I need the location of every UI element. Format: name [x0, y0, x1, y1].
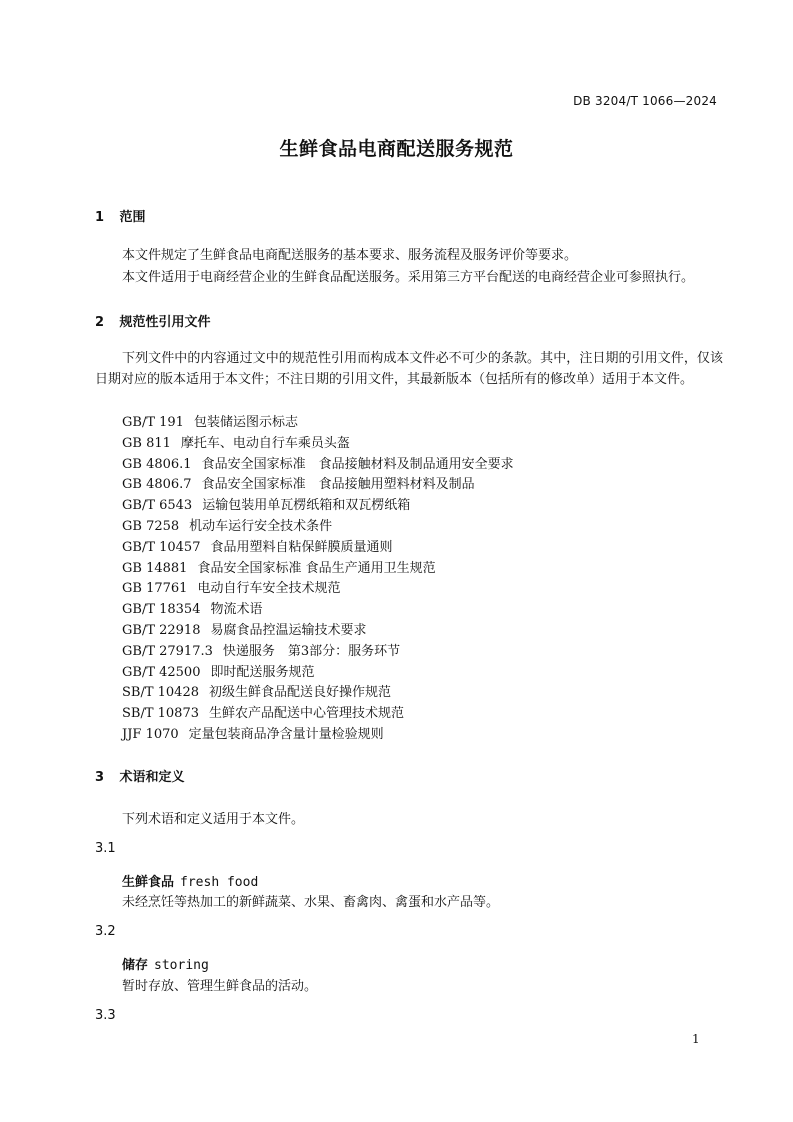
reference-item [122, 683, 514, 704]
reference-item [122, 496, 514, 517]
reference-code: GB 4806.7 [122, 477, 192, 493]
terms-intro: 下列术语和定义适用于本文件。 [122, 812, 305, 827]
reference-title: 食品安全国家标准 食品生产通用卫生规范 [197, 560, 436, 576]
reference-item [122, 725, 514, 746]
reference-item [122, 455, 514, 476]
reference-title: 包装储运图示标志 [193, 415, 298, 430]
section-heading-terms [95, 766, 185, 785]
reference-item [122, 434, 514, 455]
reference-title: 快递服务 第3部分：服务环节 [222, 643, 401, 659]
term-name: 储存 [122, 958, 149, 973]
reference-code: JJF 1070 [122, 726, 179, 742]
reference-title: 食品安全国家标准 食品接触材料及制品通用安全要求 [201, 456, 514, 472]
reference-code: GB/T 191 [122, 415, 184, 430]
term-number: 3.1 [95, 841, 116, 856]
reference-code: GB/T 27917.3 [122, 643, 213, 659]
reference-code: SB/T 10873 [122, 706, 199, 722]
reference-code: GB/T 10457 [122, 539, 201, 555]
reference-item [122, 579, 514, 600]
page-number: 1 [692, 1032, 700, 1046]
reference-title: 食品用塑料自粘保鲜膜质量通则 [210, 539, 393, 555]
section-title: 术语和定义 [119, 770, 185, 785]
reference-title: 即时配送服务规范 [210, 664, 315, 680]
reference-title: 机动车运行安全技术条件 [189, 518, 333, 534]
reference-title: 易腐食品控温运输技术要求 [210, 622, 367, 638]
document-title: 生鲜食品电商配送服务规范 [279, 138, 514, 160]
term-name: 生鲜食品 [122, 875, 175, 890]
reference-title: 生鲜农产品配送中心管理技术规范 [209, 706, 405, 722]
reference-title: 定量包装商品净含量计量检验规则 [188, 726, 384, 742]
reference-code: GB 14881 [122, 560, 188, 576]
term-heading [122, 871, 258, 890]
reference-title: 运输包装用单瓦楞纸箱和双瓦楞纸箱 [202, 498, 411, 514]
references-intro: 下列文件中的内容通过文中的规范性引用而构成本文件必不可少的条款。其中，注日期的引用文件，仅该日期对应的版本适用于本文件；不注日期的引用文件，其最新版本（包括所有的修改单）适用于本文件。 [95, 351, 723, 387]
reference-code: GB/T 18354 [122, 602, 201, 618]
reference-item [122, 663, 514, 684]
reference-item [122, 559, 514, 580]
term-number: 3.3 [95, 1008, 116, 1023]
reference-code: GB 811 [122, 435, 171, 451]
reference-code: GB 4806.1 [122, 456, 192, 472]
term-definition: 未经烹饪等热加工的新鲜蔬菜、水果、畜禽肉、禽蛋和水产品等。 [122, 895, 500, 910]
term-heading [122, 954, 209, 973]
reference-item [122, 704, 514, 725]
section-title: 规范性引用文件 [119, 315, 211, 330]
reference-code: GB/T 22918 [122, 622, 201, 638]
section-number: 3 [95, 770, 105, 785]
section-title: 范围 [119, 210, 146, 225]
reference-title: 物流术语 [210, 602, 263, 618]
section-heading-scope [95, 206, 146, 225]
reference-item [122, 642, 514, 663]
reference-item [122, 600, 514, 621]
reference-title: 初级生鲜食品配送良好操作规范 [209, 685, 392, 701]
reference-code: GB 17761 [122, 581, 188, 597]
scope-paragraph-1: 本文件规定了生鲜食品电商配送服务的基本要求、服务流程及服务评价等要求。 [122, 248, 578, 263]
reference-code: GB/T 42500 [122, 664, 201, 680]
reference-item [122, 517, 514, 538]
section-heading-references [95, 311, 211, 330]
reference-title: 摩托车、电动自行车乘员头盔 [180, 435, 350, 451]
reference-item [122, 413, 514, 434]
reference-code: GB/T 6543 [122, 498, 193, 514]
section-number: 1 [95, 210, 105, 225]
reference-title: 电动自行车安全技术规范 [197, 581, 341, 597]
reference-item [122, 538, 514, 559]
term-english: fresh food [180, 875, 259, 890]
reference-code: SB/T 10428 [122, 685, 199, 701]
reference-item [122, 621, 514, 642]
standard-code: DB 3204/T 1066—2024 [573, 94, 717, 108]
term-english: storing [154, 958, 209, 973]
section-number: 2 [95, 315, 105, 330]
term-definition: 暂时存放、管理生鲜食品的活动。 [122, 979, 318, 994]
reference-title: 食品安全国家标准 食品接触用塑料材料及制品 [201, 477, 475, 493]
scope-paragraph-2: 本文件适用于电商经营企业的生鲜食品配送服务。采用第三方平台配送的电商经营企业可参照执行。 [122, 270, 695, 285]
reference-list [122, 413, 514, 746]
reference-code: GB 7258 [122, 518, 180, 534]
reference-item [122, 475, 514, 496]
term-number: 3.2 [95, 924, 116, 939]
